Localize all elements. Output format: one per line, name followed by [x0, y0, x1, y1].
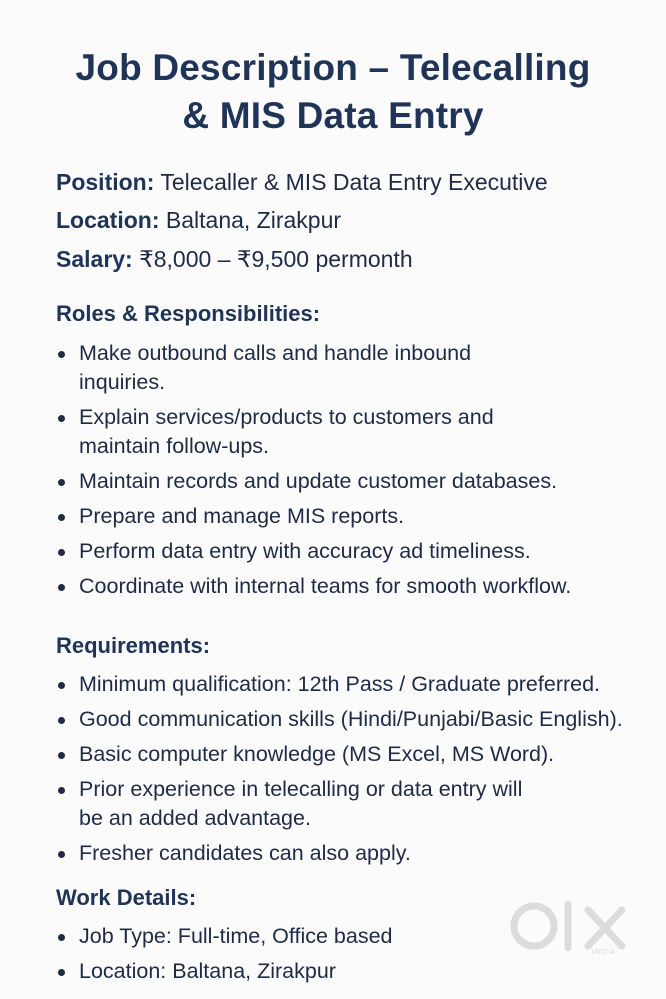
bullet-icon [58, 969, 65, 976]
bullet-icon [58, 584, 65, 591]
list-item [56, 537, 666, 566]
bullet-icon [58, 351, 65, 358]
bullet-icon [58, 851, 65, 858]
list-item [56, 705, 666, 734]
bullet-icon [58, 787, 65, 794]
list-item-text: Explain services/products to customers and [79, 405, 494, 429]
roles-list [56, 339, 666, 607]
list-item-text: Fresher candidates can also apply. [79, 841, 411, 865]
salary-value: ₹8,000 – ₹9,500 permonth [139, 246, 413, 272]
bullet-icon [58, 717, 65, 724]
olx-watermark-sub: INDIA [592, 949, 616, 956]
list-item [56, 403, 666, 461]
bullet-icon [58, 479, 65, 486]
list-item-text: Make outbound calls and handle inbound [79, 341, 472, 365]
position-field [56, 167, 548, 197]
list-item-text: Prepare and manage MIS reports. [79, 504, 405, 528]
bullet-icon [58, 934, 65, 941]
requirements-list [56, 670, 666, 874]
page-title [0, 44, 666, 140]
list-item-text-cont: inquiries. [79, 370, 166, 394]
requirements-heading: Requirements: [56, 633, 211, 658]
list-item-text-cont: maintain follow-ups. [79, 434, 270, 458]
work-details-heading: Work Details: [56, 885, 197, 910]
location-label: Location: [56, 207, 160, 233]
list-item [56, 839, 666, 868]
list-item-text: Maintain records and update customer databases. [79, 469, 558, 493]
roles-heading: Roles & Responsibilities: [56, 301, 321, 326]
list-item-text: Job Type: Full-time, Office based [79, 924, 393, 948]
list-item [56, 502, 666, 531]
list-item [56, 775, 666, 833]
list-item [56, 740, 666, 769]
list-item-text: Good communication skills (Hindi/Punjabi/Basic English). [79, 707, 623, 731]
location-field [56, 205, 341, 235]
bullet-icon [58, 549, 65, 556]
page-title-line-2: & MIS Data Entry [182, 95, 484, 136]
list-item [56, 339, 666, 397]
bullet-icon [58, 514, 65, 521]
bullet-icon [58, 415, 65, 422]
list-item [56, 572, 666, 601]
salary-field [56, 244, 413, 274]
list-item-text: Basic computer knowledge (MS Excel, MS Word). [79, 742, 555, 766]
position-value: Telecaller & MIS Data Entry Executive [160, 169, 548, 195]
page-title-line-1: Job Description – Telecalling [75, 47, 591, 88]
location-value: Baltana, Zirakpur [165, 207, 342, 233]
list-item-text: Coordinate with internal teams for smooth workflow. [79, 574, 572, 598]
list-item [56, 957, 666, 986]
list-item-text: Location: Baltana, Zirakpur [79, 959, 336, 983]
list-item-text: Perform data entry with accuracy ad timeliness. [79, 539, 531, 563]
list-item [56, 670, 666, 699]
position-label: Position: [56, 169, 155, 195]
list-item [56, 467, 666, 496]
bullet-icon [58, 752, 65, 759]
list-item-text: Minimum qualification: 12th Pass / Graduate preferred. [79, 672, 601, 696]
list-item-text-cont: be an added advantage. [79, 806, 311, 830]
salary-label: Salary: [56, 246, 133, 272]
bullet-icon [58, 682, 65, 689]
list-item-text: Prior experience in telecalling or data entry will [79, 777, 523, 801]
